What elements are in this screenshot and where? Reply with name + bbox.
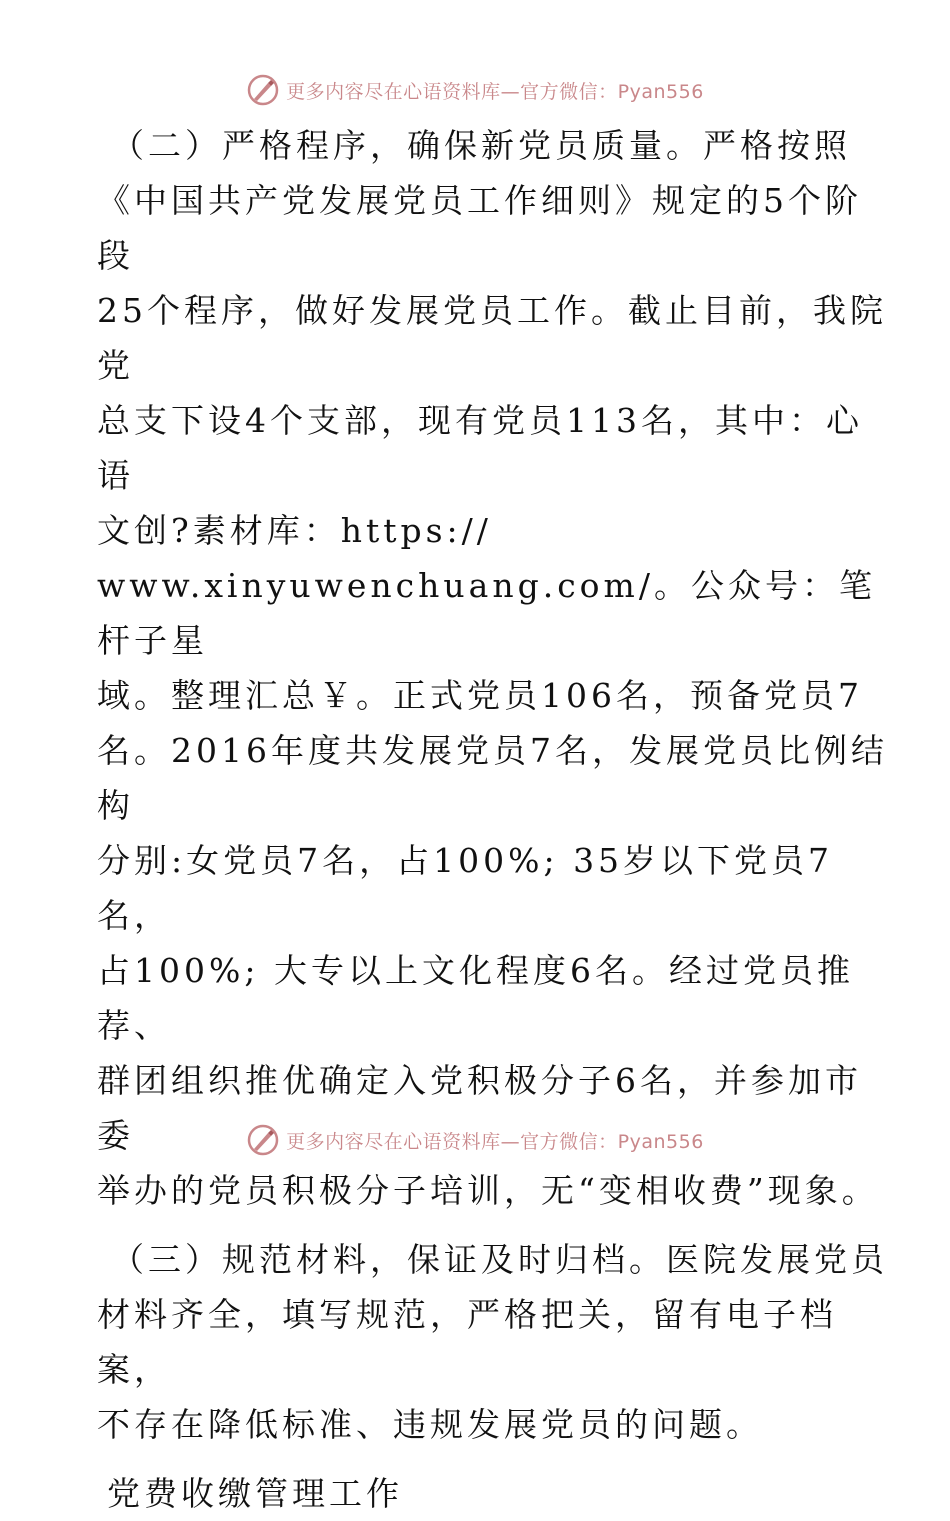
pen-logo-icon <box>246 73 280 107</box>
text-line: （二）严格程序，确保新党员质量。严格按照 <box>111 126 851 165</box>
section-heading: 党费收缴管理工作 <box>107 1474 403 1513</box>
text-line: 25个程序，做好发展党员工作。截止目前，我院党 <box>97 291 887 385</box>
text-line: 名。2016年度共发展党员7名，发展党员比例结构 <box>97 731 888 825</box>
text-line: 占100%; 大专以上文化程度6名。经过党员推荐、 <box>97 951 854 1045</box>
paragraph-3 <box>97 1232 897 1452</box>
paragraph-2 <box>97 118 897 1218</box>
text-line: 文创?素材库：https:// <box>97 511 492 550</box>
text-line: 不存在降低标准、违规发展党员的问题。 <box>97 1405 763 1444</box>
banner-text: 更多内容尽在心语资料库—官方微信：Pyan556 <box>286 1130 704 1153</box>
header-banner <box>0 70 950 110</box>
text-line: 举办的党员积极分子培训，无“变相收费”现象。 <box>97 1171 879 1210</box>
text-line: 域。整理汇总￥。正式党员106名，预备党员7 <box>97 676 863 715</box>
pen-logo-icon <box>246 1123 280 1157</box>
text-line: 材料齐全，填写规范，严格把关，留有电子档案， <box>97 1295 837 1389</box>
text-line: 总支下设4个支部，现有党员113名，其中：心语 <box>97 401 863 495</box>
banner-text: 更多内容尽在心语资料库—官方微信：Pyan556 <box>286 80 704 103</box>
footer-banner <box>0 1120 950 1160</box>
text-line: 群团组织推优确定入党积极分子6名，并参加市委 <box>97 1061 862 1155</box>
document-body <box>97 118 897 1521</box>
text-line: 分别:女党员7名，占100%; 35岁以下党员7名， <box>97 841 834 935</box>
text-line: （三）规范材料，保证及时归档。医院发展党员 <box>111 1240 888 1279</box>
text-line: www.xinyuwenchuang.com/。公众号：笔杆子星 <box>97 566 876 660</box>
text-line: 《中国共产党发展党员工作细则》规定的5个阶段 <box>97 181 862 275</box>
